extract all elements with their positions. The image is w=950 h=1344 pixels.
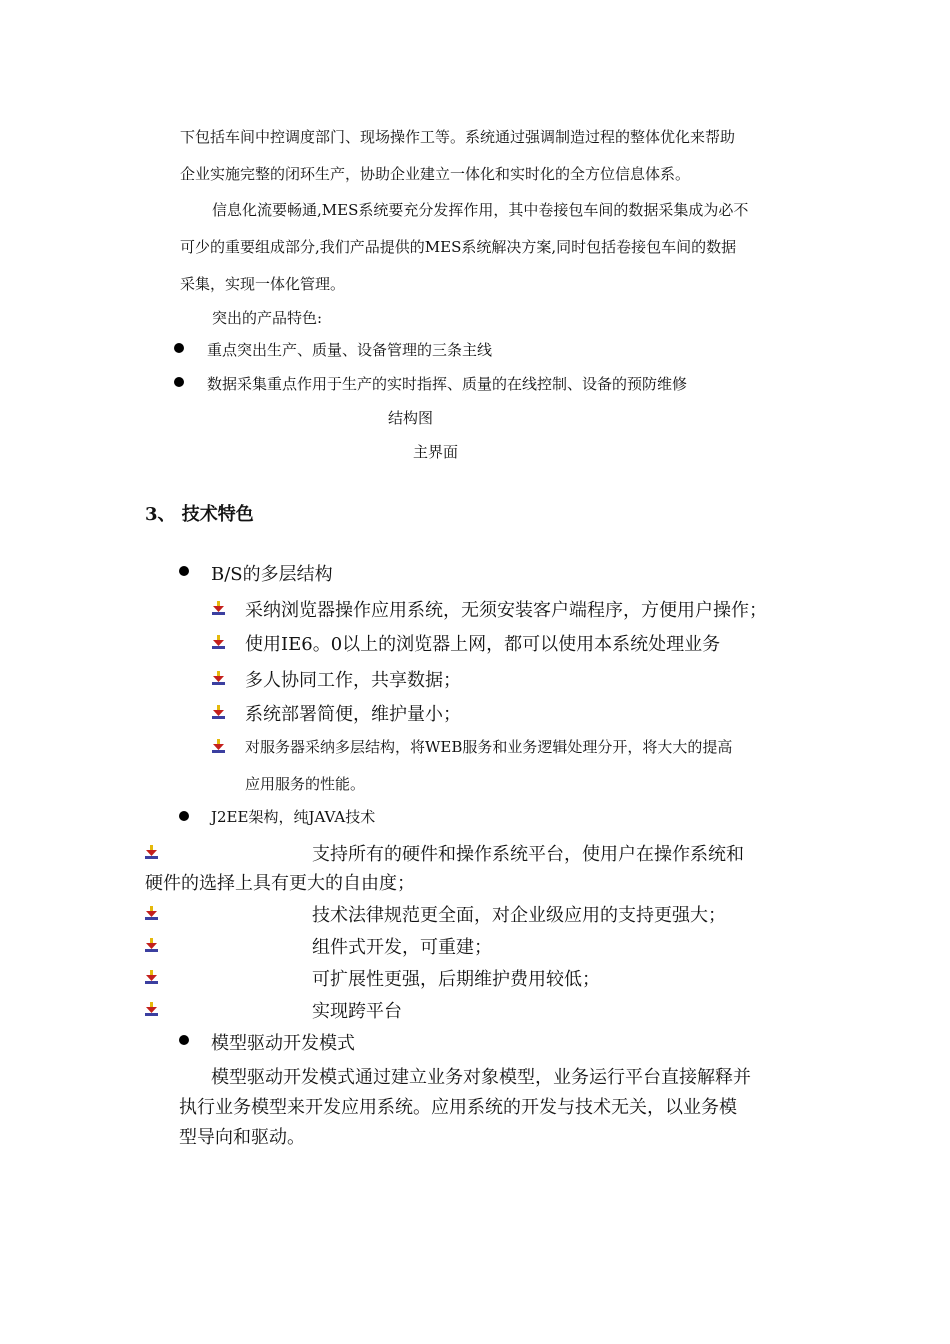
arrow-down-bullet-icon bbox=[212, 705, 225, 719]
bullet-dot-icon bbox=[179, 1035, 189, 1045]
bs-item-5: 对服务器采纳多层结构，将WEB服务和业务逻辑处理分开，将大大的提高 bbox=[245, 738, 733, 756]
arrow-down-bullet-icon bbox=[212, 635, 225, 649]
arrow-down-bullet-icon bbox=[212, 671, 225, 685]
intro-line-1: 下包括车间中控调度部门、现场操作工等。系统通过强调制造过程的整体优化来帮助 bbox=[180, 128, 736, 146]
intro-line-3: 信息化流要畅通,MES系统要充分发挥作用，其中卷接包车间的数据采集成为必不 bbox=[212, 201, 749, 219]
feature-item-1: 重点突出生产、质量、设备管理的三条主线 bbox=[207, 341, 493, 359]
bs-item-3: 多人协同工作，共享数据； bbox=[245, 670, 461, 691]
bullet-dot-icon bbox=[179, 566, 189, 576]
mda-para-line-3: 型导向和驱动。 bbox=[179, 1127, 305, 1148]
feature-item-2: 数据采集重点作用于生产的实时指挥、质量的在线控制、设备的预防维修 bbox=[207, 375, 688, 393]
caption-structure: 结构图 bbox=[388, 409, 434, 427]
intro-line-5: 采集，实现一体化管理。 bbox=[180, 275, 346, 293]
bullet-dot-icon bbox=[174, 377, 184, 387]
arrow-down-bullet-icon bbox=[212, 601, 225, 615]
intro-line-2: 企业实施完整的闭环生产，协助企业建立一体化和实时化的全方位信息体系。 bbox=[180, 165, 691, 183]
bs-title: B/S的多层结构 bbox=[211, 564, 333, 585]
mda-title: 模型驱动开发模式 bbox=[211, 1033, 355, 1054]
j2ee-item-2: 技术法律规范更全面，对企业级应用的支持更强大； bbox=[312, 905, 726, 926]
j2ee-item-1: 支持所有的硬件和操作系统平台，使用户在操作系统和 bbox=[312, 844, 744, 865]
arrow-down-bullet-icon bbox=[145, 938, 158, 952]
j2ee-title: J2EE架构，纯JAVA技术 bbox=[211, 808, 376, 826]
caption-main: 主界面 bbox=[413, 443, 459, 461]
j2ee-item-5: 实现跨平台 bbox=[312, 1001, 402, 1022]
section-heading: 3、 技术特色 bbox=[145, 504, 254, 525]
arrow-down-bullet-icon bbox=[145, 970, 158, 984]
j2ee-item-1-cont: 硬件的选择上具有更大的自由度； bbox=[145, 873, 415, 894]
arrow-down-bullet-icon bbox=[145, 906, 158, 920]
arrow-down-bullet-icon bbox=[145, 845, 158, 859]
arrow-down-bullet-icon bbox=[212, 739, 225, 753]
bs-item-4: 系统部署简便，维护量小； bbox=[245, 704, 461, 725]
bullet-dot-icon bbox=[179, 811, 189, 821]
mda-para-line-2: 执行业务模型来开发应用系统。应用系统的开发与技术无关，以业务模 bbox=[179, 1097, 737, 1118]
bs-item-2: 使用IE6。0以上的浏览器上网，都可以使用本系统处理业务 bbox=[245, 634, 721, 655]
j2ee-item-4: 可扩展性更强，后期维护费用较低； bbox=[312, 969, 600, 990]
bullet-dot-icon bbox=[174, 343, 184, 353]
mda-para-line-1: 模型驱动开发模式通过建立业务对象模型，业务运行平台直接解释并 bbox=[211, 1067, 751, 1088]
intro-line-4: 可少的重要组成部分,我们产品提供的MES系统解决方案,同时包括卷接包车间的数据 bbox=[180, 238, 737, 256]
bs-item-5-cont: 应用服务的性能。 bbox=[245, 775, 366, 793]
arrow-down-bullet-icon bbox=[145, 1002, 158, 1016]
j2ee-item-3: 组件式开发，可重建； bbox=[312, 937, 492, 958]
bs-item-1: 采纳浏览器操作应用系统，无须安装客户端程序，方便用户操作； bbox=[245, 600, 767, 621]
features-heading: 突出的产品特色: bbox=[212, 309, 323, 327]
